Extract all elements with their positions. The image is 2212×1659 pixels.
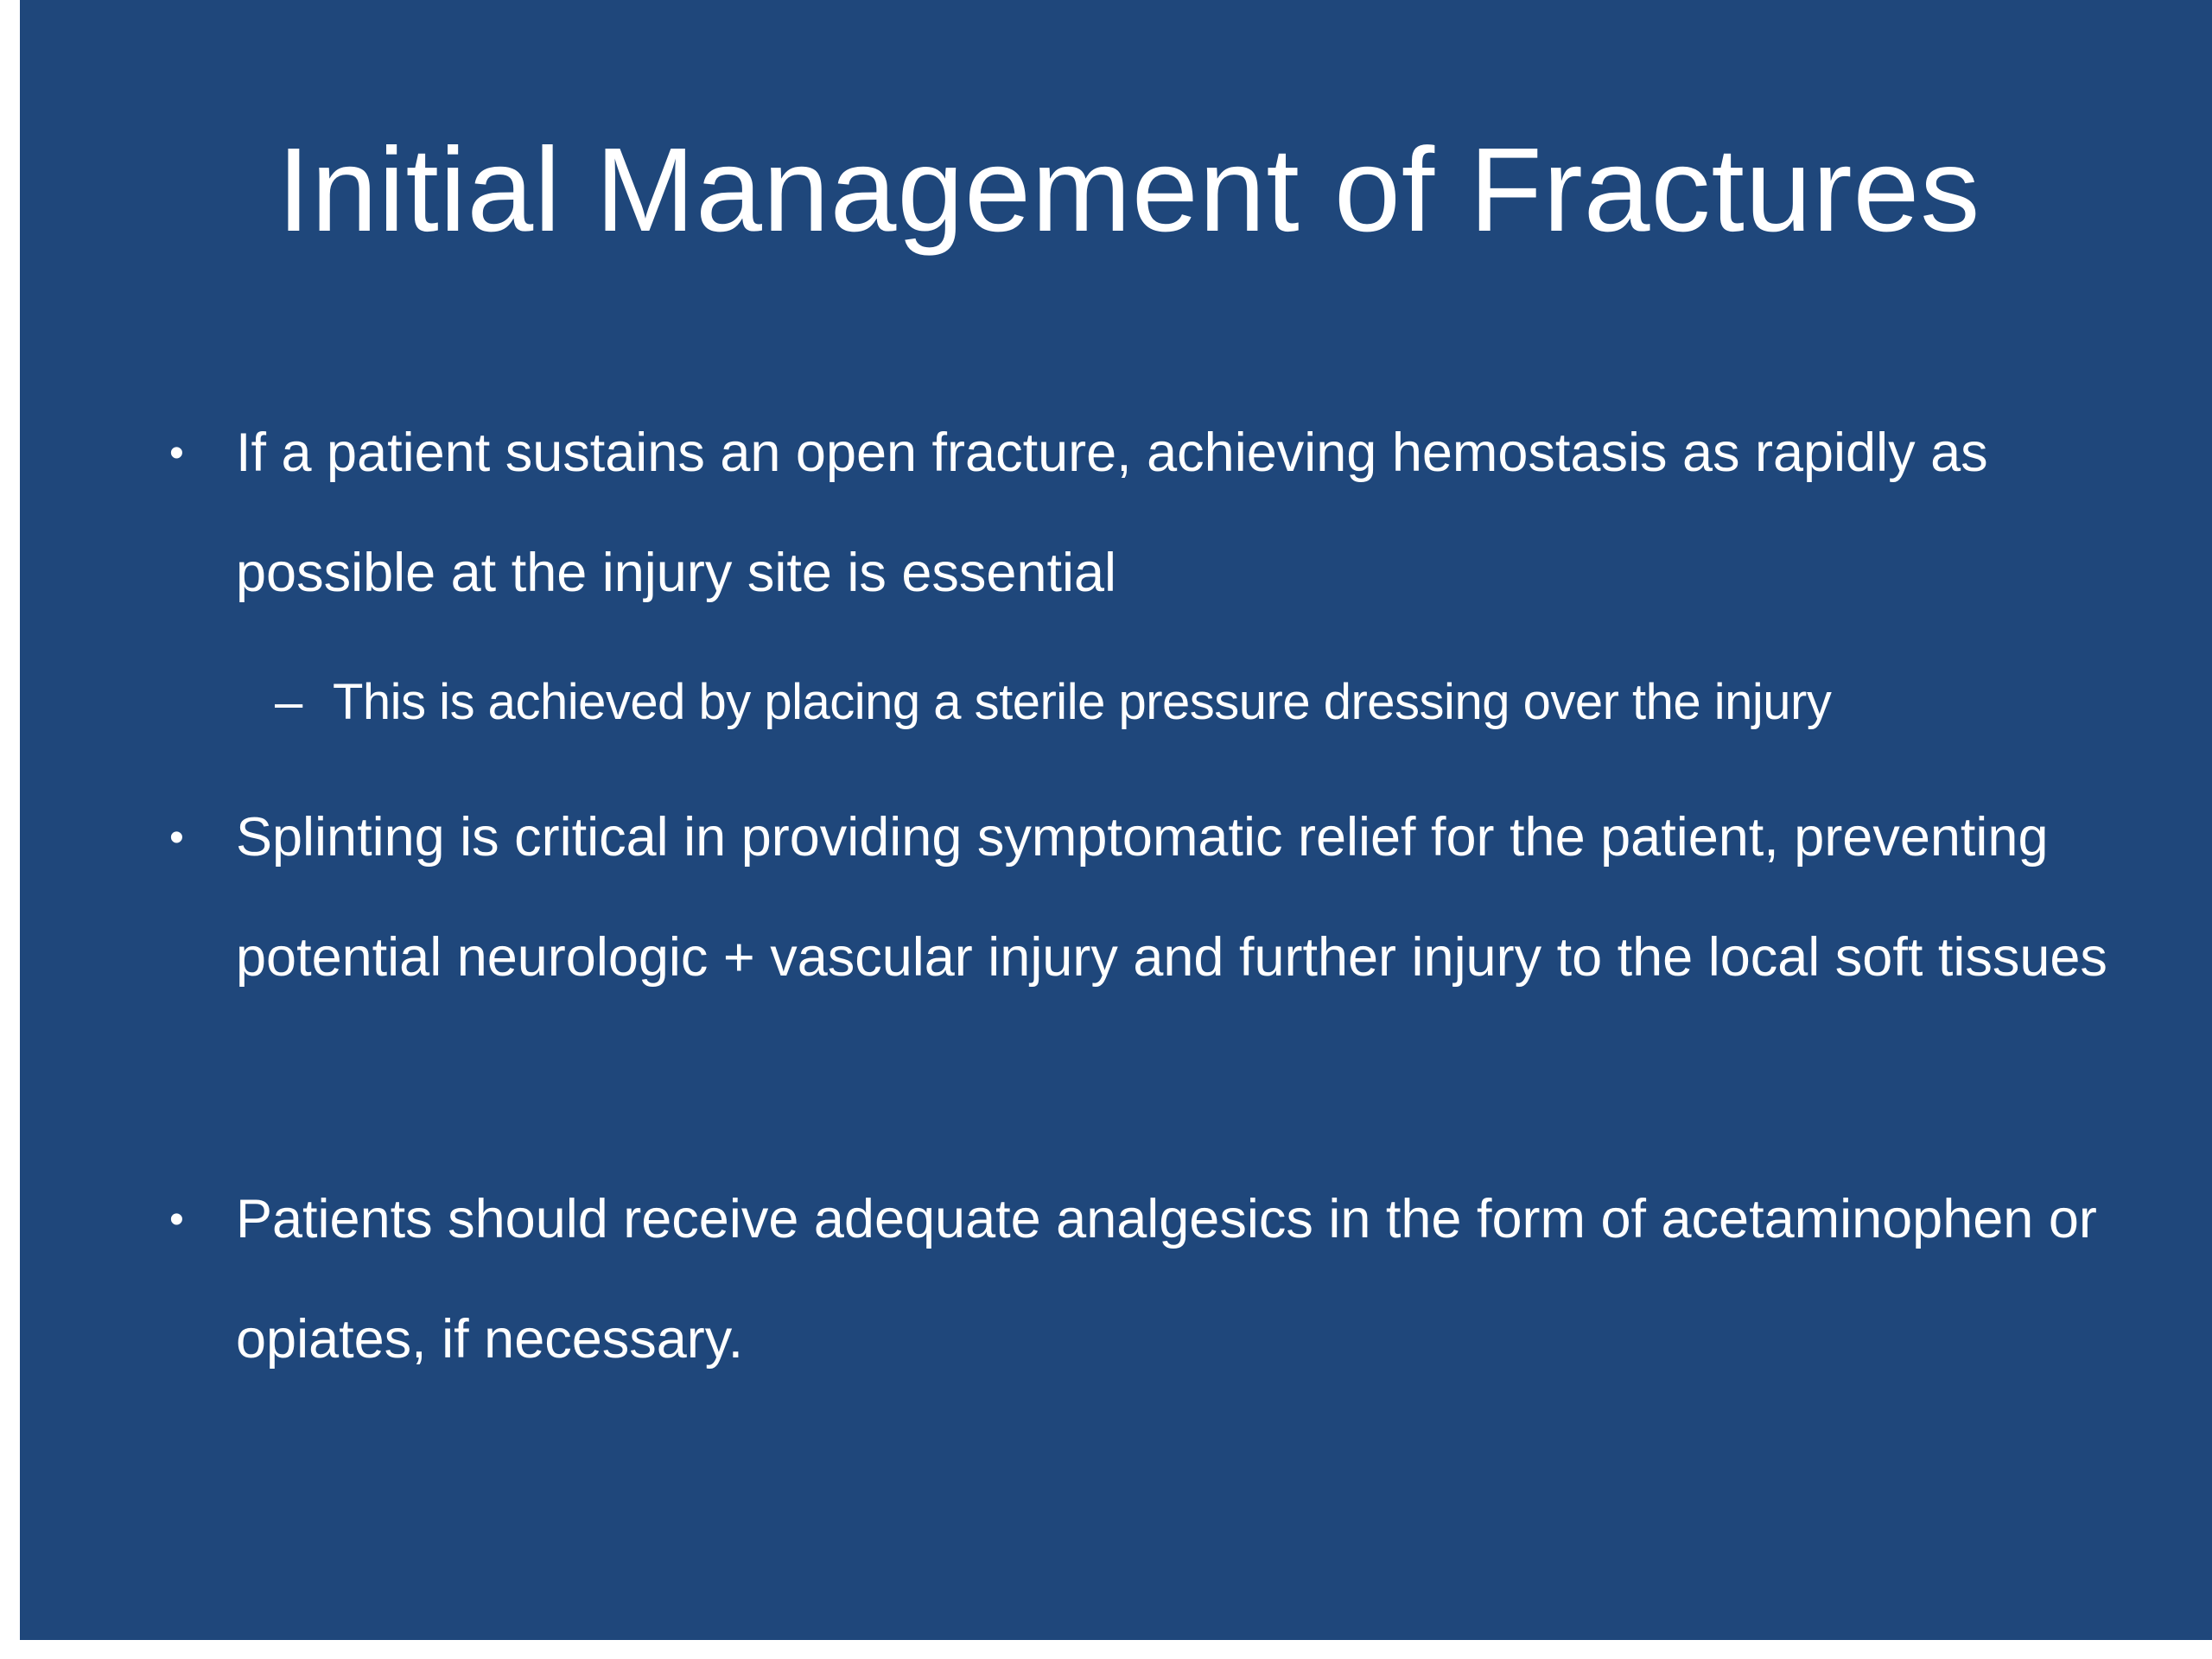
bullet-item-1 (169, 393, 2111, 633)
bullet-text: If a patient sustains an open fracture, achieving hemostasis as rapidly as possible at the injury site is essential (236, 423, 1988, 603)
sub-bullet-item-1 (275, 659, 2156, 746)
sub-bullet-text: This is achieved by placing a sterile pressure dressing over the injury (333, 674, 1832, 730)
bullet-text: Splinting is critical in providing symptomatic relief for the patient, preventing potential neurologic + vascular injury and further injury to the local soft tissues (236, 807, 2107, 988)
dash-icon: – (275, 674, 302, 730)
bullet-dot-icon: • (169, 1197, 184, 1243)
bullet-item-3 (169, 1160, 2111, 1400)
slide (20, 0, 2212, 1640)
bullet-text: Patients should receive adequate analgesics in the form of acetaminophen or opiates, if necessary. (236, 1189, 2097, 1370)
bullet-dot-icon: • (169, 815, 184, 861)
slide-title: Initial Management of Fractures (276, 124, 1981, 257)
bullet-dot-icon: • (169, 430, 184, 476)
bullet-item-2 (169, 778, 2111, 1018)
